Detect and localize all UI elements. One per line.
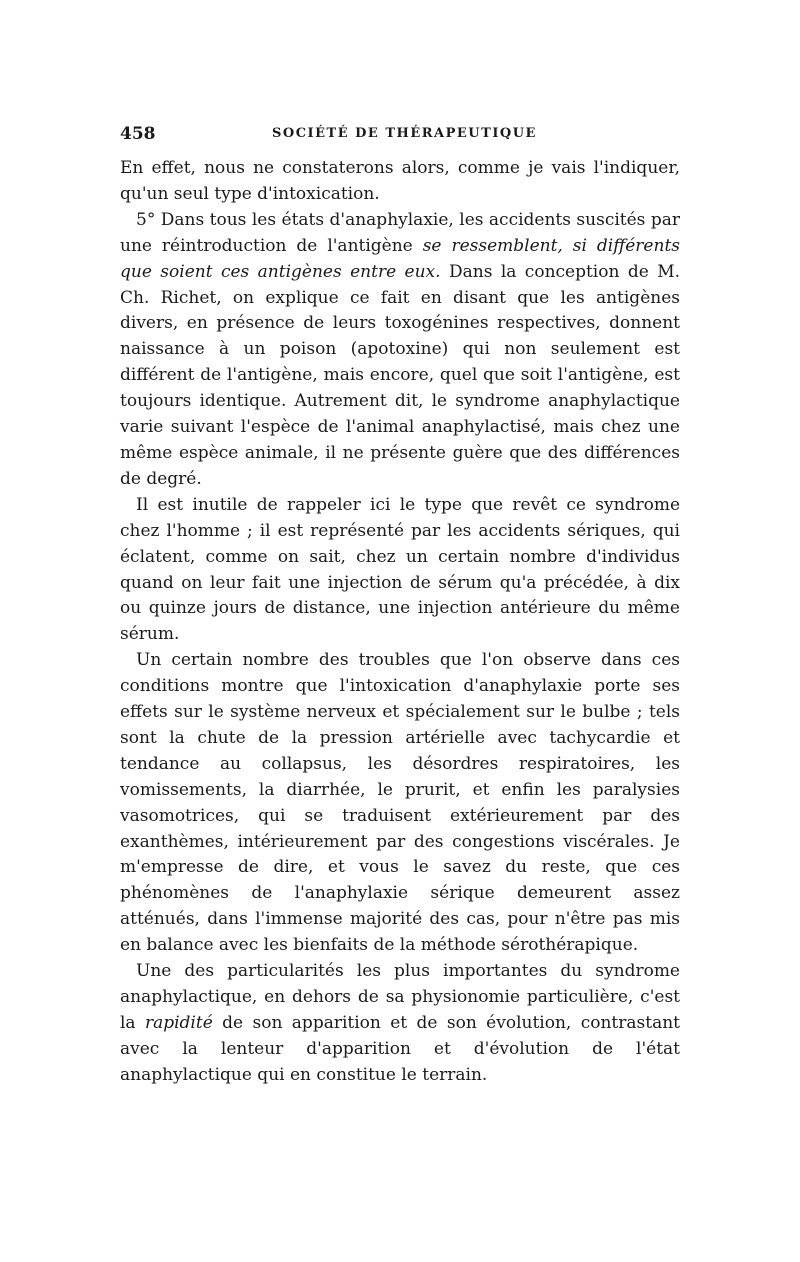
paragraph-2-italic-phrase: se ressemblent, si différents que soient ces antigènes entre eux. (120, 235, 680, 282)
paragraph-3-text: Il est inutile de rappeler ici le type que revêt ce syndrome chez l'homme ; il est représenté par les accidents sériques, qui éclatent, comme on sait, chez un certain nombre d'individus quand on leur fait une injection de sérum qu'a précédée, à dix ou quinze jours de distance, une injection antérieure du même sérum. (120, 494, 680, 645)
paragraph-5-italic-word: rapidité (144, 1012, 213, 1033)
paragraph-1-text: En effet, nous ne constaterons alors, comme je vais l'indiquer, qu'un seul type d'intoxication. (120, 158, 680, 204)
paragraph-5-text-b: de son apparition et de son évolution, contrastant avec la lenteur d'apparition et d'évolution de l'état anaphylactique qui en constitue le terrain. (120, 1012, 680, 1085)
paragraph-2 (120, 208, 680, 493)
page-number: 458 (120, 124, 156, 144)
running-title: SOCIÉTÉ DE THÉRAPEUTIQUE (272, 126, 537, 141)
paragraph-5-text-a: Une des particularités les plus importantes du syndrome anaphylactique, en dehors de sa physionomie particulière, c'est la (120, 961, 680, 1033)
paragraph-2-text-b: Dans la conception de M. Ch. Richet, on explique ce fait en disant que les antigènes divers, en présence de leurs toxogénines respectives, donnent naissance à un poison (apotoxine) qui non seulement est différent de l'antigène, mais encore, quel que soit l'antigène, est toujours identique. Autrement dit, le syndrome anaphylactique varie suivant l'espèce de l'animal anaphylactisé, mais chez une même espèce animale, il ne présente guère que des différences de degré. (120, 261, 681, 489)
paragraph-2-text-a: 5° Dans tous les états d'anaphylaxie, les accidents suscités par une réintroduction de l'antigène (120, 209, 680, 256)
page-header (120, 120, 680, 156)
paragraph-1 (120, 156, 680, 208)
paragraph-4-text: Un certain nombre des troubles que l'on observe dans ces conditions montre que l'intoxication d'anaphylaxie porte ses effets sur le système nerveux et spécialement sur le bulbe ; tels sont la chute de la pression artérielle avec tachycardie et tendance au collapsus, les désordres respiratoires, les vomissements, la diarrhée, le prurit, et enfin les paralysies vasomotrices, qui se traduisent extérieurement par des exanthèmes, intérieurement par des congestions viscérales. Je m'empresse de dire, et vous le savez du reste, que ces phénomènes de l'anaphylaxie sérique demeurent assez atténués, dans l'immense majorité des cas, pour n'être pas mis en balance avec les bienfaits de la méthode sérothérapique. (120, 650, 680, 956)
paragraph-5 (120, 959, 680, 1089)
book-page (120, 120, 680, 1089)
paragraph-3 (120, 493, 680, 648)
paragraph-4 (120, 648, 680, 959)
